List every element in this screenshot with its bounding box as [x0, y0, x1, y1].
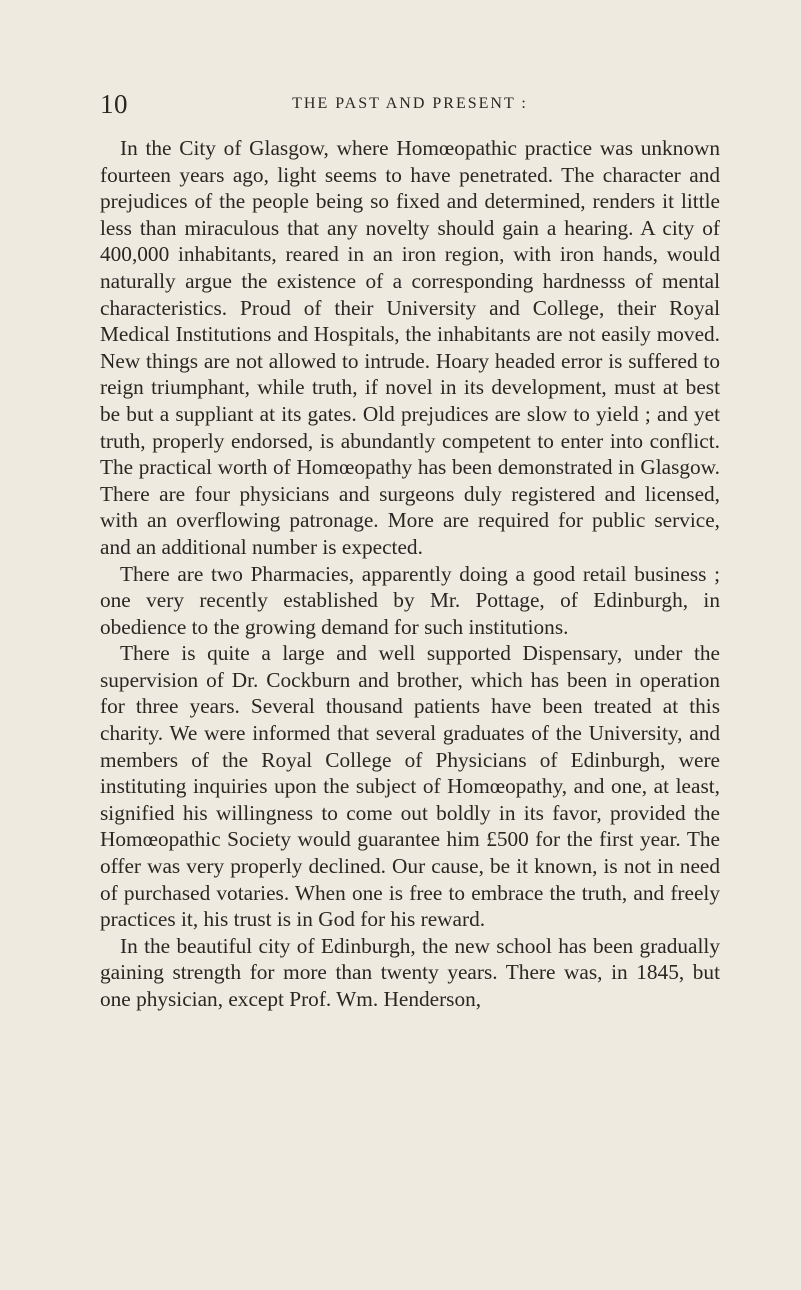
paragraph-edinburgh: In the beautiful city of Edinburgh, the new school has been gradually gaining strength for more than twenty years. There was, in 1845, but one physician, except Prof. Wm. Henderson,: [100, 933, 720, 1011]
page-number: 10: [100, 89, 128, 119]
running-head: [100, 87, 720, 121]
running-title: THE PAST AND PRESENT :: [292, 95, 528, 112]
paragraph-dispensary: There is quite a large and well supported Dispensary, under the supervision of Dr. Cockburn and brother, which has been in operation for three years. Several thousand patients have been treated at this charity. We were informed that several graduates of the University, and members of the Royal College of Physicians of Edinburgh, were instituting inquiries upon the subject of Homœopathy, and one, at least, signified his willingness to come out boldly in its favor, provided the Homœopathic Society would guarantee him £500 for the first year. The offer was very properly declined. Our cause, be it known, is not in need of purchased votaries. When one is free to embrace the truth, and freely practices it, his trust is in God for his reward.: [100, 641, 720, 932]
paragraph-pharmacies: There are two Pharmacies, apparently doing a good retail business ; one very recently established by Mr. Pottage, of Edinburgh, in obedience to the growing demand for such institutions.: [100, 561, 720, 639]
paragraph-glasgow: In the City of Glasgow, where Homœopathic practice was unknown fourteen years ago, light seems to have penetrated. The character and prejudices of the people being so fixed and determined, renders it little less than miraculous that any novelty should gain a hearing. A city of 400,000 inhabitants, reared in an iron region, with iron hands, would naturally argue the existence of a corresponding hardnesss of mental characteristics. Proud of their University and College, their Royal Medical Institutions and Hospitals, the inhabitants are not easily moved. New things are not allowed to intrude. Hoary headed error is suffered to reign triumphant, while truth, if novel in its development, must at best be but a suppliant at its gates. Old prejudices are slow to yield ; and yet truth, properly endorsed, is abundantly competent to enter into conflict. The practical worth of Homœopathy has been demonstrated in Glasgow. There are four physicians and surgeons duly registered and licensed, with an overflowing patronage. More are required for public service, and an additional number is expected.: [100, 136, 720, 559]
body-text: [100, 135, 720, 1013]
